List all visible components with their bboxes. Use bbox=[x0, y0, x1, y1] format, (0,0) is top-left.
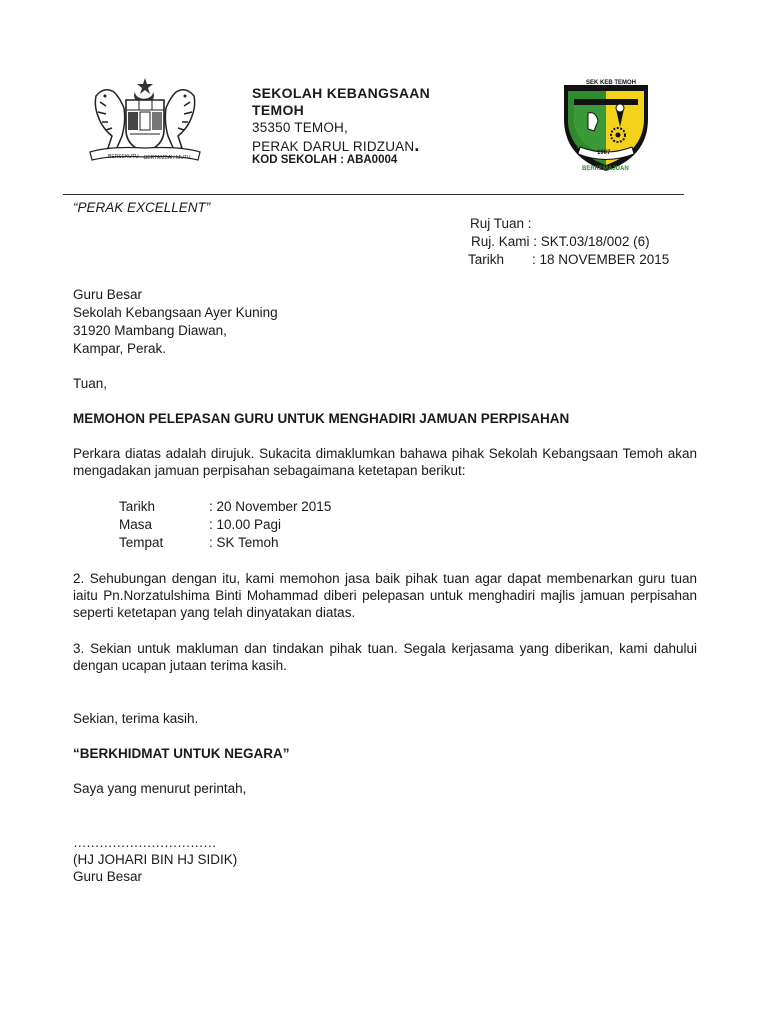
header-divider bbox=[63, 194, 684, 195]
coat-of-arms-motto-b: BERTAMBAH MUTU bbox=[144, 155, 191, 161]
school-badge-top-text: SEK KEB TEMOH bbox=[586, 80, 637, 86]
paragraph-1: Perkara diatas adalah dirujuk. Sukacita dimaklumkan bahawa pihak Sekolah Kebangsaan Temoh akan mengadakan jamuan perpisahan sebagaimana ketetapan berikut: bbox=[73, 446, 697, 478]
school-code: KOD SEKOLAH : ABA0004 bbox=[252, 154, 398, 166]
slogan: “PERAK EXCELLENT” bbox=[73, 200, 211, 215]
coat-of-arms-logo bbox=[86, 76, 204, 168]
ref-ruj-tuan: Ruj Tuan : bbox=[470, 216, 532, 231]
school-name-line1: SEKOLAH KEBANGSAAN bbox=[252, 85, 431, 101]
school-address-line2 bbox=[252, 137, 420, 155]
letter-subject: MEMOHON PELEPASAN GURU UNTUK MENGHADIRI JAMUAN PERPISAHAN bbox=[73, 411, 570, 426]
ref-tarikh-label: Tarikh bbox=[468, 252, 505, 267]
detail-value-tarikh: : 20 November 2015 bbox=[209, 499, 332, 514]
detail-label-masa: Masa bbox=[119, 517, 153, 532]
closing: Sekian, terima kasih. bbox=[73, 711, 199, 726]
signatory-title: Guru Besar bbox=[73, 869, 143, 884]
recipient-line: 31920 Mambang Diawan, bbox=[73, 323, 227, 338]
school-address-line1: 35350 TEMOH, bbox=[252, 120, 348, 135]
signatory-name: (HJ JOHARI BIN HJ SIDIK) bbox=[73, 852, 238, 867]
school-address-dot: . bbox=[414, 135, 420, 155]
detail-label-tarikh: Tarikh bbox=[119, 499, 156, 514]
school-badge-motto: BERKEMAJUAN bbox=[582, 166, 629, 172]
detail-label-tempat: Tempat bbox=[119, 535, 164, 550]
school-address-state: PERAK DARUL RIDZUAN bbox=[252, 139, 415, 154]
motto: “BERKHIDMAT UNTUK NEGARA” bbox=[73, 746, 290, 761]
paragraph-2: 2. Sehubungan dengan itu, kami memohon jasa baik pihak tuan agar dapat membenarkan guru tuan iaitu Pn.Norzatulshima Binti Mohammad diberi pelepasan untuk menghadiri majlis jamuan perpisahan seperti ketetapan yang telah dinyatakan diatas. bbox=[73, 571, 697, 620]
paragraph-3: 3. Sekian untuk makluman dan tindakan pihak tuan. Segala kerjasama yang diberikan, kami dahului dengan ucapan jutaan terima kasih. bbox=[73, 641, 697, 673]
recipient-line: Sekolah Kebangsaan Ayer Kuning bbox=[73, 305, 278, 320]
signoff: Saya yang menurut perintah, bbox=[73, 781, 247, 796]
signature-dots: …………………………… bbox=[73, 835, 216, 850]
school-badge-logo bbox=[560, 77, 652, 175]
salutation: Tuan, bbox=[73, 376, 108, 391]
school-name-line2: TEMOH bbox=[252, 102, 305, 118]
detail-value-masa: : 10.00 Pagi bbox=[209, 517, 282, 532]
ref-ruj-kami: Ruj. Kami : SKT.03/18/002 (6) bbox=[471, 234, 650, 249]
school-badge-year: 1907 bbox=[597, 150, 611, 156]
detail-value-tempat: : SK Temoh bbox=[209, 535, 279, 550]
coat-of-arms-motto-a: BERSEKUTU bbox=[108, 154, 139, 160]
recipient-line: Kampar, Perak. bbox=[73, 341, 167, 356]
ref-tarikh-value: : 18 NOVEMBER 2015 bbox=[532, 252, 670, 267]
recipient-line: Guru Besar bbox=[73, 287, 143, 302]
